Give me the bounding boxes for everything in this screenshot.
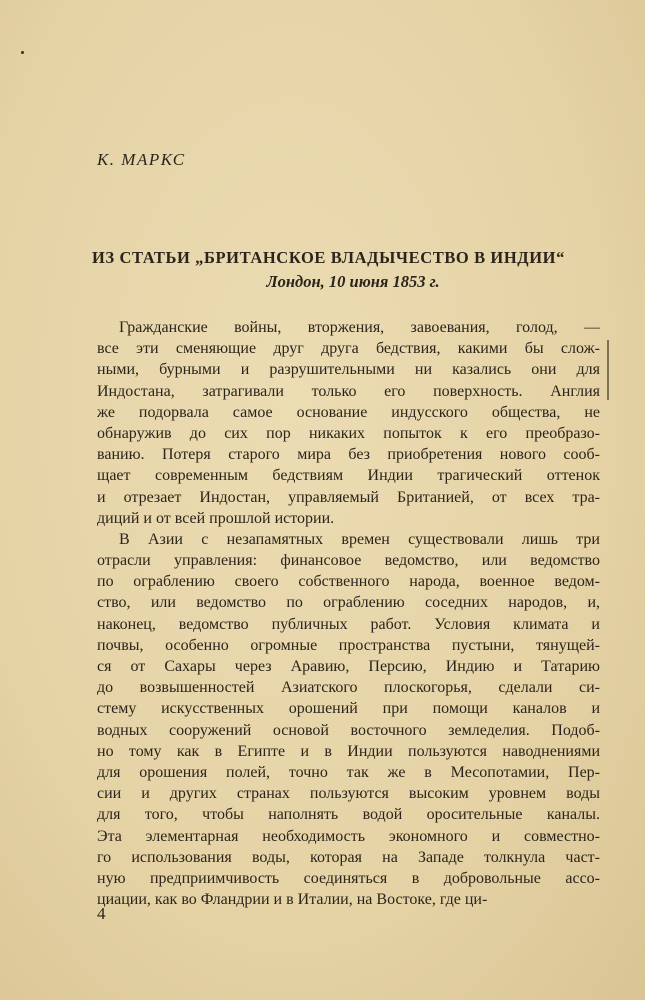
text-line: почвы, особенно огромные пространства пустыни, тянущей- [97,636,600,654]
paragraph-1 [97,317,600,529]
text-line: и отрезает Индостан, управляемый Британией, от всех тра- [97,488,600,506]
text-line: щает современным бедствиям Индии трагический оттенок [97,467,600,485]
text-line: по ограблению своего собственного народа, военное ведом- [97,573,600,591]
author-name: К. МАРКС [97,150,186,169]
text-line: Гражданские войны, вторжения, завоевания, голод, — [119,319,600,336]
text-line: диций и от всей прошлой истории. [97,509,335,527]
text-line: ными, бурными и разрушительными ни казались они для [97,361,600,379]
page-number: 4 [97,904,106,923]
text-line: для того, чтобы наполнять водой оросительные каналы. [97,806,600,824]
text-line: наконец, ведомство публичных работ. Условия климата и [97,615,600,633]
text-line: все эти сменяющие друг друга бедствия, какими бы слож- [97,340,600,358]
article-body [97,317,600,910]
paragraph-2 [97,529,600,910]
text-line: водных сооружений основой восточного земледелия. Подоб- [97,721,600,739]
ink-speck [21,51,24,54]
text-line: ство, или ведомство по ограблению соседних народов, и, [97,594,600,612]
text-line: до возвышенностей Азиатского плоскогорья, сделали си- [97,679,600,697]
text-line: циации, как во Фландрии и в Италии, на Востоке, где ци- [97,891,488,909]
text-line: же подорвала самое основание индусского общества, не [97,403,600,421]
text-line: стему искусственных орошений при помощи каналов и [97,700,600,718]
text-line: сии и других странах пользуются высоким уровнем воды [97,785,600,803]
text-line: Индостана, затрагивали только его поверхность. Англия [97,382,600,400]
text-line: ся от Сахары через Аравию, Персию, Индию и Татарию [97,658,600,675]
text-line: В Азии с незапамятных времен существовали лишь три [119,530,600,548]
text-line: обнаружив до сих пор никаких попыток к его преобразо- [97,424,600,442]
text-line: ванию. Потеря старого мира без приобретения нового сооб- [97,446,600,464]
text-line: но тому как в Египте и в Индии пользуются наводнениями [97,742,600,760]
article-dateline: Лондон, 10 июня 1853 г. [266,272,440,291]
article-heading: ИЗ СТАТЬИ „БРИТАНСКОЕ ВЛАДЫЧЕСТВО В ИНДИИ“ [92,248,565,267]
text-line: ную предприимчивость соединяться в добровольные ассо- [97,869,600,887]
text-line: для орошения полей, точно так же в Месопотамии, Пер- [97,763,600,781]
text-line: отрасли управления: финансовое ведомство, или ведомство [97,552,600,570]
margin-mark [607,340,609,400]
text-line: Эта элементарная необходимость экономного и совместно- [97,827,600,845]
text-line: го использования воды, которая на Западе толкнула част- [97,848,600,866]
